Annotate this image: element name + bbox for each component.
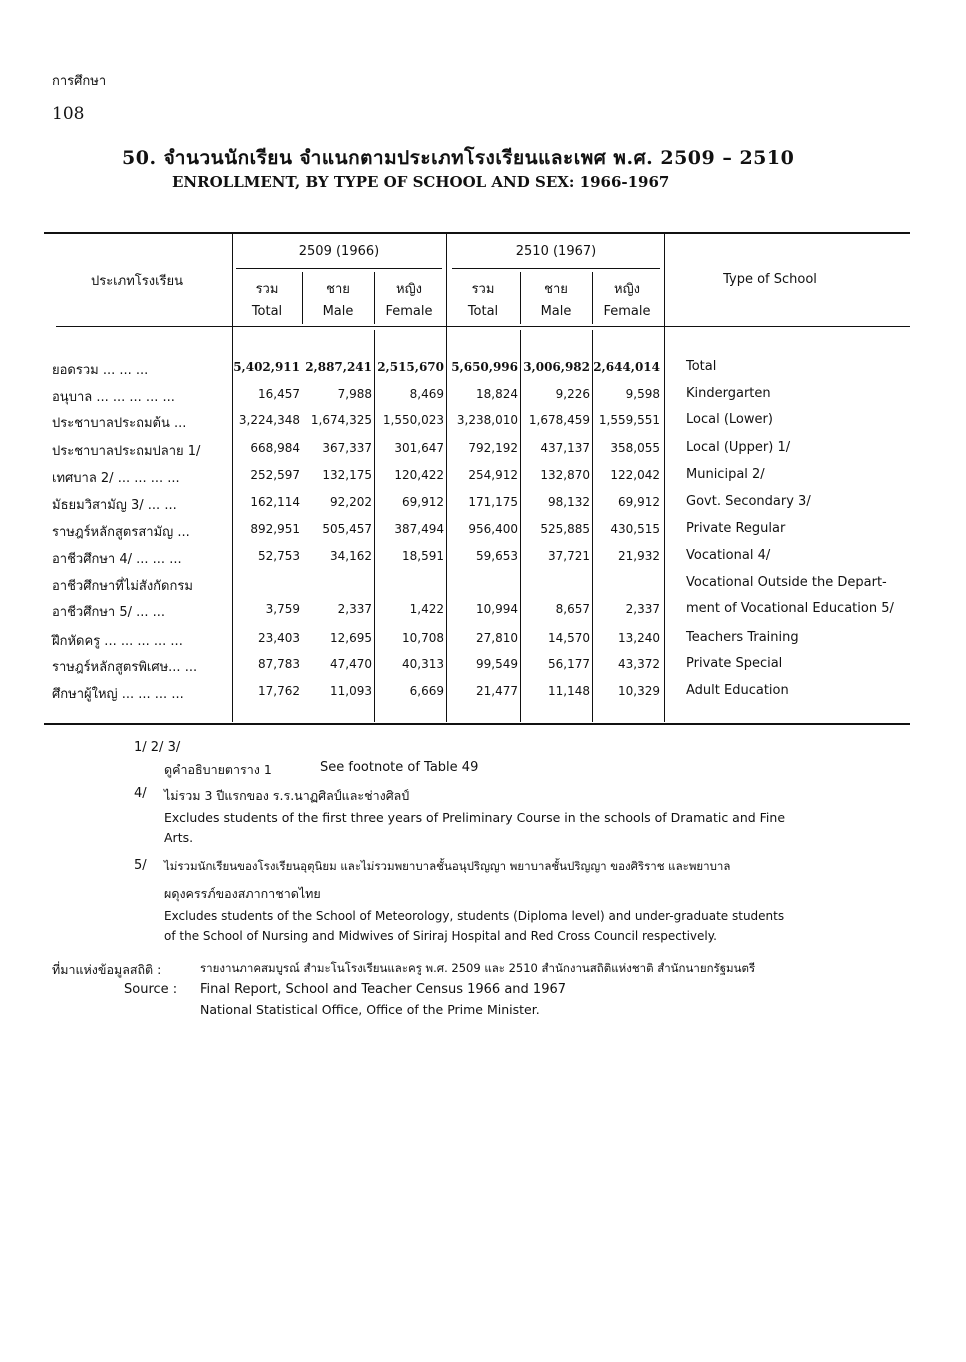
column-divider — [664, 234, 665, 722]
table-cell: 525,885 — [540, 522, 590, 536]
table-cell: 3,006,982 — [523, 360, 590, 374]
footnote-5-english: of the School of Nursing and Midwives of Siriraj Hospital and Red Cross Council respectively. — [164, 929, 717, 943]
table-cell: 10,329 — [618, 684, 660, 698]
row-label-thai: อาชีวศึกษาที่ไม่สังกัดกรม — [52, 579, 193, 594]
table-cell: 120,422 — [394, 468, 444, 482]
table-cell: 9,598 — [625, 387, 660, 401]
table-cell: 668,984 — [250, 441, 300, 455]
table-cell: 792,192 — [468, 441, 518, 455]
row-label-thai: อนุบาล ... ... ... ... ... — [52, 390, 175, 405]
footnote-4-thai: ไม่รวม 3 ปีแรกของ ร.ร.นาฏศิลป์และช่างศิลป์ — [164, 788, 410, 803]
footnote-1-2-3-thai: ดูคำอธิบายตาราง 1 — [164, 762, 272, 777]
row-label-english: Private Special — [686, 656, 783, 671]
table-cell: 1,550,023 — [382, 413, 444, 427]
table-cell: 8,469 — [409, 387, 444, 401]
footnote-1-2-3-english: See footnote of Table 49 — [320, 760, 479, 775]
column-divider — [446, 234, 447, 722]
year-underline-2 — [452, 268, 660, 269]
source-text-thai: รายงานภาคสมบูรณ์ สำมะโนโรงเรียนและครู พ.ศ. 2509 และ 2510 สำนักงานสถิติแห่งชาติ สำนักนายกรัฐมนตรี — [200, 961, 756, 975]
table-cell: 505,457 — [322, 522, 372, 536]
table-cell: 5,650,996 — [451, 360, 518, 374]
table-cell: 5,402,911 — [233, 360, 300, 374]
header-year-2509: 2509 (1966) — [298, 244, 380, 259]
table-cell: 132,175 — [322, 468, 372, 482]
header-female-english: Female — [385, 304, 433, 319]
table-cell: 6,669 — [409, 684, 444, 698]
table-cell: 252,597 — [250, 468, 300, 482]
header-year-2510: 2510 (1967) — [515, 244, 597, 259]
table-cell: 27,810 — [476, 631, 518, 645]
table-cell: 40,313 — [402, 657, 444, 671]
table-cell: 1,559,551 — [598, 413, 660, 427]
table-cell: 8,657 — [555, 602, 590, 616]
table-cell: 430,515 — [610, 522, 660, 536]
row-label-english: Municipal 2/ — [686, 467, 765, 482]
row-label-thai: ฝึกหัดครู ... ... ... ... ... — [52, 634, 183, 649]
row-label-thai: ราษฎร์หลักสูตรสามัญ ... — [52, 525, 190, 540]
table-cell: 69,912 — [618, 495, 660, 509]
table-cell: 301,647 — [394, 441, 444, 455]
row-label-english: Kindergarten — [686, 386, 771, 401]
table-cell: 11,093 — [330, 684, 372, 698]
table-cell: 132,870 — [540, 468, 590, 482]
table-cell: 14,570 — [548, 631, 590, 645]
row-label-english: Adult Education — [686, 683, 789, 698]
row-label-thai: เทศบาล 2/ ... ... ... ... — [52, 471, 180, 486]
table-cell: 10,708 — [402, 631, 444, 645]
footnote-5-thai: ผดุงครรภ์ของสภากาชาดไทย — [164, 886, 321, 901]
footnote-5-mark: 5/ — [134, 858, 147, 873]
row-label-english: Local (Lower) — [686, 412, 773, 427]
table-bottom-rule — [44, 723, 910, 725]
table-cell: 34,162 — [330, 549, 372, 563]
table-cell: 1,422 — [409, 602, 444, 616]
table-cell: 99,549 — [476, 657, 518, 671]
table-cell: 56,177 — [548, 657, 590, 671]
row-label-english: ment of Vocational Education 5/ — [686, 601, 894, 616]
header-female-thai: หญิง — [614, 282, 640, 297]
table-cell: 367,337 — [322, 441, 372, 455]
table-cell: 18,591 — [402, 549, 444, 563]
header-male-thai: ชาย — [326, 282, 350, 297]
table-cell: 92,202 — [330, 495, 372, 509]
table-cell: 21,477 — [476, 684, 518, 698]
table-cell: 10,994 — [476, 602, 518, 616]
table-cell: 1,674,325 — [310, 413, 372, 427]
row-label-english: Govt. Secondary 3/ — [686, 494, 811, 509]
row-label-thai: ศึกษาผู้ใหญ่ ... ... ... ... — [52, 687, 184, 702]
row-label-thai: อาชีวศึกษา 5/ ... ... — [52, 605, 166, 620]
table-cell: 2,644,014 — [593, 360, 660, 374]
table-top-rule — [44, 232, 910, 234]
row-label-english: Private Regular — [686, 521, 786, 536]
table-cell: 37,721 — [548, 549, 590, 563]
header-total-english: Total — [467, 304, 499, 319]
running-head: การศึกษา — [52, 74, 107, 89]
table-cell: 52,753 — [258, 549, 300, 563]
table-cell: 12,695 — [330, 631, 372, 645]
header-total-english: Total — [251, 304, 283, 319]
footnote-4-mark: 4/ — [134, 786, 147, 801]
row-label-thai: ประชาบาลประถมต้น ... — [52, 416, 187, 431]
row-label-thai: อาชีวศึกษา 4/ ... ... ... — [52, 552, 182, 567]
table-cell: 98,132 — [548, 495, 590, 509]
table-cell: 11,148 — [548, 684, 590, 698]
table-cell: 358,055 — [610, 441, 660, 455]
header-male-english: Male — [322, 304, 354, 319]
row-label-thai: มัธยมวิสามัญ 3/ ... ... — [52, 498, 177, 513]
row-label-english: Teachers Training — [686, 630, 799, 645]
header-school-type-english: Type of School — [723, 272, 817, 287]
row-label-thai: ประชาบาลประถมปลาย 1/ — [52, 444, 201, 459]
row-label-english: Local (Upper) 1/ — [686, 440, 791, 455]
table-cell: 1,678,459 — [528, 413, 590, 427]
header-bottom-rule — [56, 326, 910, 327]
table-cell: 2,887,241 — [305, 360, 372, 374]
table-cell: 892,951 — [250, 522, 300, 536]
year-underline-1 — [236, 268, 442, 269]
table-cell: 2,337 — [625, 602, 660, 616]
header-school-type-thai: ประเภทโรงเรียน — [90, 274, 184, 289]
source-label-thai: ที่มาแห่งข้อมูลสถิติ : — [52, 962, 162, 977]
footnote-4-english: Arts. — [164, 830, 194, 845]
table-cell: 122,042 — [610, 468, 660, 482]
table-cell: 3,224,348 — [238, 413, 300, 427]
table-cell: 387,494 — [394, 522, 444, 536]
header-male-english: Male — [540, 304, 572, 319]
column-divider — [520, 272, 521, 324]
column-divider — [374, 272, 375, 324]
table-cell: 43,372 — [618, 657, 660, 671]
row-label-english: Vocational Outside the Depart- — [686, 575, 887, 590]
table-cell: 162,114 — [250, 495, 300, 509]
table-cell: 59,653 — [476, 549, 518, 563]
header-male-thai: ชาย — [544, 282, 568, 297]
column-divider — [302, 272, 303, 324]
table-cell: 7,988 — [337, 387, 372, 401]
table-cell: 47,470 — [330, 657, 372, 671]
source-text-english: National Statistical Office, Office of the Prime Minister. — [200, 1002, 540, 1017]
table-cell: 16,457 — [258, 387, 300, 401]
page-number: 108 — [52, 104, 85, 124]
table-cell: 13,240 — [618, 631, 660, 645]
row-label-thai: ยอดรวม ... ... ... — [52, 363, 149, 378]
table-cell: 69,912 — [402, 495, 444, 509]
source-label-english: Source : — [124, 982, 178, 997]
table-cell: 3,238,010 — [456, 413, 518, 427]
table-cell: 17,762 — [258, 684, 300, 698]
table-cell: 21,932 — [618, 549, 660, 563]
header-female-thai: หญิง — [396, 282, 422, 297]
footnote-4-english: Excludes students of the first three years of Preliminary Course in the schools of Dramatic and Fine — [164, 810, 786, 825]
table-cell: 2,337 — [337, 602, 372, 616]
table-title-english: ENROLLMENT, BY TYPE OF SCHOOL AND SEX: 1966-1967 — [172, 173, 670, 191]
column-divider — [592, 272, 593, 324]
table-cell: 23,403 — [258, 631, 300, 645]
row-label-thai: ราษฎร์หลักสูตรพิเศษ... ... — [52, 660, 198, 675]
footnote-5-english: Excludes students of the School of Meteorology, students (Diploma level) and under-graduate students — [164, 909, 785, 923]
table-title-thai: 50. จำนวนนักเรียน จำแนกตามประเภทโรงเรียนและเพศ พ.ศ. 2509 – 2510 — [122, 147, 795, 169]
footnote-5-thai: ไม่รวมนักเรียนของโรงเรียนอุตุนิยม และไม่รวมพยาบาลชั้นอนุปริญญา พยาบาลชั้นปริญญา ของศิริราช และพยาบาล — [164, 859, 731, 873]
table-cell: 437,137 — [540, 441, 590, 455]
row-label-english: Vocational 4/ — [686, 548, 771, 563]
table-cell: 87,783 — [258, 657, 300, 671]
source-text-english: Final Report, School and Teacher Census 1966 and 1967 — [200, 982, 567, 997]
header-total-thai: รวม — [255, 282, 279, 297]
header-female-english: Female — [603, 304, 651, 319]
table-cell: 18,824 — [476, 387, 518, 401]
table-cell: 3,759 — [265, 602, 300, 616]
header-total-thai: รวม — [471, 282, 495, 297]
table-cell: 254,912 — [468, 468, 518, 482]
table-cell: 9,226 — [555, 387, 590, 401]
table-cell: 171,175 — [468, 495, 518, 509]
row-label-english: Total — [686, 359, 717, 374]
footnote-1-2-3-mark: 1/ 2/ 3/ — [134, 740, 181, 755]
table-cell: 956,400 — [468, 522, 518, 536]
table-cell: 2,515,670 — [377, 360, 444, 374]
